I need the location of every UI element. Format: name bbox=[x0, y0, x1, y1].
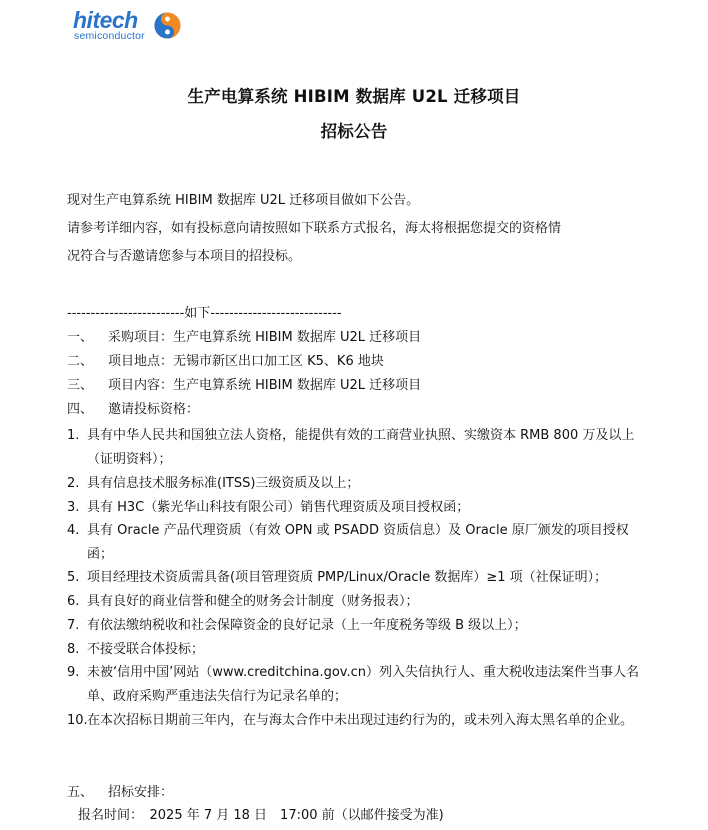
section-row bbox=[67, 329, 421, 347]
section-row bbox=[67, 353, 384, 371]
item-number: 4. bbox=[67, 523, 80, 538]
section-label: 项目地点：无锡市新区出口加工区 K5、K6 地块 bbox=[108, 354, 384, 369]
item-text: 有依法缴纳税收和社会保障资金的良好记录（上一年度税务等级 B 级以上）； bbox=[87, 618, 527, 633]
intro-paragraph-1: 现对生产电算系统 HIBIM 数据库 U2L 迁移项目做如下公告。 bbox=[67, 193, 420, 208]
item-number: 7. bbox=[67, 618, 80, 633]
item-number: 5. bbox=[67, 570, 80, 585]
section-number: 五、 bbox=[67, 785, 94, 800]
item-text: 具有 Oracle 产品代理资质（有效 OPN 或 PSADD 资质信息）及 Oracle 原厂颁发的项目授权函； bbox=[87, 523, 629, 562]
section-row bbox=[67, 401, 199, 419]
item-number: 9. bbox=[67, 665, 80, 680]
registration-time: 报名时间： 2025 年 7 月 18 日 17:00 前（以邮件接受为准) bbox=[78, 808, 444, 823]
item-text: 不接受联合体投标； bbox=[87, 642, 205, 657]
item-number: 2. bbox=[67, 476, 80, 491]
document-title: 生产电算系统 HIBIM 数据库 U2L 迁移项目 bbox=[187, 87, 521, 106]
section-divider: -------------------------如下---------------------------- bbox=[67, 306, 342, 321]
section-label: 项目内容：生产电算系统 HIBIM 数据库 U2L 迁移项目 bbox=[108, 378, 422, 393]
item-number: 1. bbox=[67, 428, 80, 443]
item-text: 具有中华人民共和国独立法人资格，能提供有效的工商营业执照、实缴资本 RMB 800 万及以上（证明资料）； bbox=[87, 428, 635, 467]
intro-paragraph-2a: 请参考详细内容，如有投标意向请按照如下联系方式报名，海太将根据您提交的资格情 bbox=[67, 221, 562, 236]
item-text: 项目经理技术资质需具备(项目管理资质 PMP/Linux/Oracle 数据库）≥1 项（社保证明）； bbox=[87, 570, 608, 585]
section-number: 三、 bbox=[67, 378, 94, 393]
item-text: 在本次招标日期前三年内，在与海太合作中未出现过违约行为的，或未列入海太黑名单的企业。 bbox=[87, 713, 634, 728]
document-subtitle: 招标公告 bbox=[320, 122, 388, 141]
item-text: 具有 H3C（紫光华山科技有限公司）销售代理资质及项目授权函； bbox=[87, 500, 470, 515]
section-label: 招标安排： bbox=[108, 785, 174, 800]
logo-swirl-icon bbox=[153, 11, 182, 40]
section-number: 四、 bbox=[67, 402, 94, 417]
item-text: 具有良好的商业信誉和健全的财务会计制度（财务报表）； bbox=[87, 594, 419, 609]
logo-brand-text: hitech bbox=[73, 7, 138, 33]
section-number: 一、 bbox=[67, 330, 94, 345]
intro-paragraph-2b: 况符合与否邀请您参与本项目的招投标。 bbox=[67, 249, 302, 264]
logo-sub-text: semiconductor bbox=[74, 30, 145, 42]
section-row bbox=[67, 784, 173, 802]
section-row bbox=[67, 377, 421, 395]
item-text: 未被‘信用中国’网站（www.creditchina.gov.cn）列入失信执行人、重大税收违法案件当事人名单、政府采购严重违法失信行为记录名单的； bbox=[87, 665, 640, 704]
section-label: 邀请投标资格： bbox=[108, 402, 200, 417]
item-text: 具有信息技术服务标准(ITSS)三级资质及以上； bbox=[87, 476, 360, 491]
section-label: 采购项目：生产电算系统 HIBIM 数据库 U2L 迁移项目 bbox=[108, 330, 422, 345]
item-number: 6. bbox=[67, 594, 80, 609]
company-logo bbox=[73, 7, 185, 42]
section-number: 二、 bbox=[67, 354, 94, 369]
item-number: 3. bbox=[67, 500, 80, 515]
item-number: 10. bbox=[67, 713, 88, 728]
item-number: 8. bbox=[67, 642, 80, 657]
